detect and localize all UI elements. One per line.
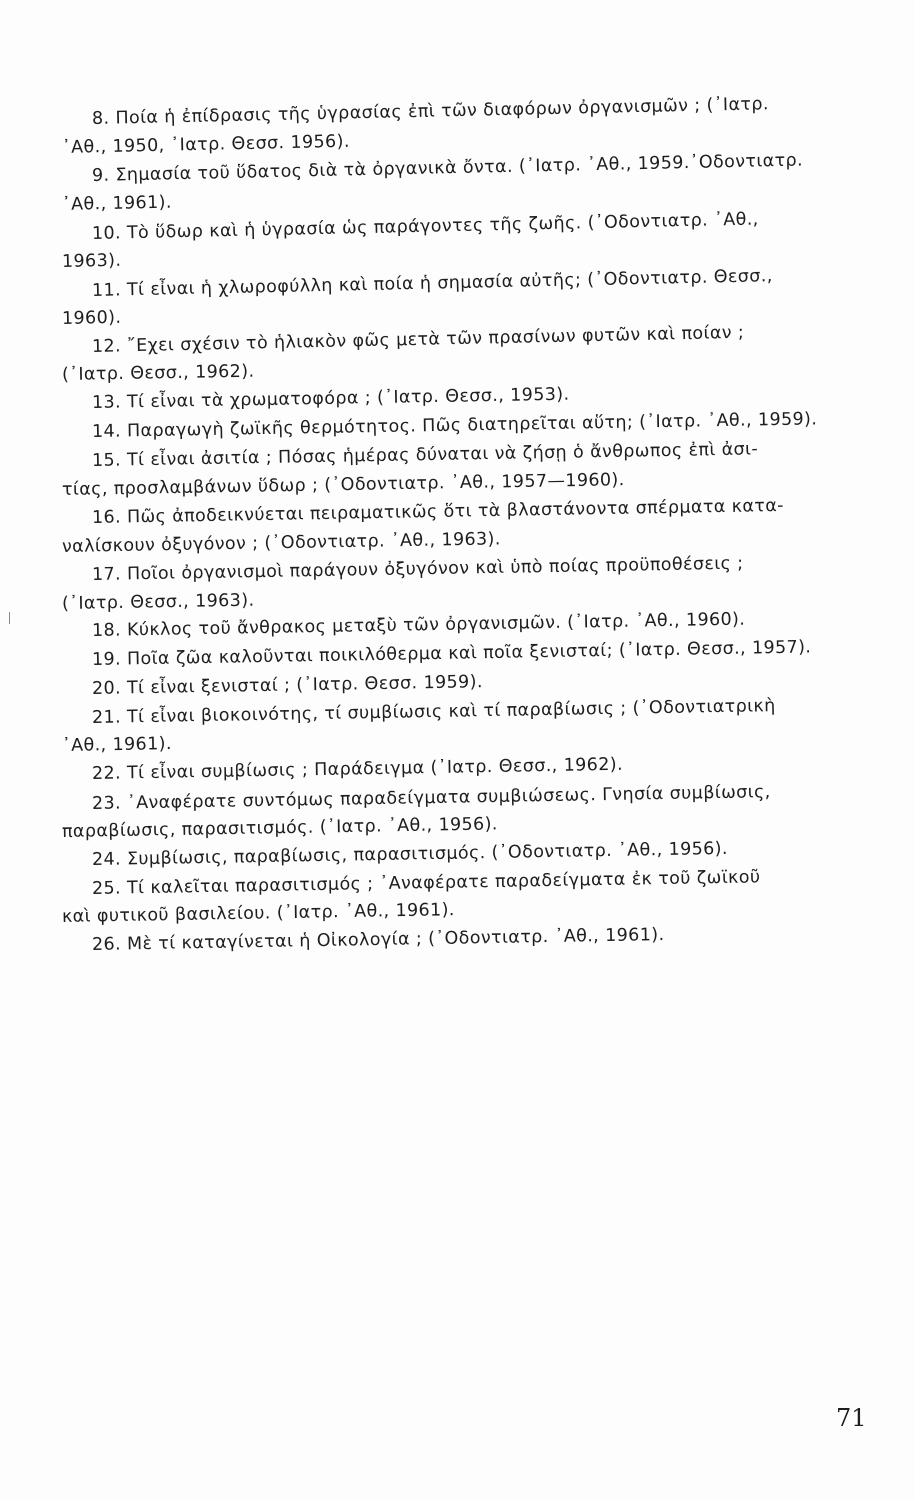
- question-line: 14. Παραγωγὴ ζωϊκῆς θερμότητος. Πῶς διατηρεῖται αὕτη; (᾽Ιατρ. ᾽Αθ., 1959).: [91, 409, 818, 442]
- question-line: 17. Ποῖοι ὀργανισμοὶ παράγουν ὀξυγόνον καὶ ὑπὸ ποίας προϋποθέσεις ;: [91, 553, 744, 585]
- question-line: 13. Τί εἶναι τὰ χρωματοφόρα ; (᾽Ιατρ. Θεσσ., 1953).: [91, 384, 570, 413]
- question-line: παραβίωσις, παρασιτισμός. (᾽Ιατρ. ᾽Αθ., 1956).: [61, 814, 498, 842]
- question-line: ᾽Αθ., 1961).: [61, 734, 173, 756]
- question-line: 16. Πῶς ἀποδεικνύεται πειραματικῶς ὅτι τὰ βλαστάνοντα σπέρματα κατα-: [91, 495, 785, 528]
- question-line: 19. Ποῖα ζῶα καλοῦνται ποικιλόθερμα καὶ ποῖα ξενισταί; (᾽Ιατρ. Θεσσ., 1957).: [91, 637, 812, 670]
- question-line: 11. Τί εἶναι ἡ χλωροφύλλη καὶ ποία ἡ σημασία αὐτῆς; (᾽Οδοντιατρ. Θεσσ.,: [91, 266, 773, 301]
- question-line: 8. Ποία ἡ ἐπίδρασις τῆς ὑγρασίας ἐπὶ τῶν διαφόρων ὀργανισμῶν ; (᾽Ιατρ.: [91, 94, 770, 129]
- question-line: 18. Κύκλος τοῦ ἄνθρακος μεταξὺ τῶν ὀργανισμῶν. (᾽Ιατρ. ᾽Αθ., 1960).: [91, 609, 746, 641]
- question-line: 23. ᾽Αναφέρατε συντόμως παραδείγματα συμβιώσεως. Γνησία συμβίωσις,: [91, 782, 771, 814]
- question-line: 22. Τί εἶναι συμβίωσις ; Παράδειγμα (᾽Ιατρ. Θεσσ., 1962).: [91, 754, 624, 784]
- question-line: καὶ φυτικοῦ βασιλείου. (᾽Ιατρ. ᾽Αθ., 1961).: [61, 900, 455, 927]
- question-line: 25. Τί καλεῖται παρασιτισμός ; ᾽Αναφέρατε παραδείγματα ἐκ τοῦ ζωϊκοῦ: [91, 867, 761, 899]
- question-line: (᾽Ιατρ. Θεσσ., 1962).: [61, 361, 255, 385]
- question-line: ᾽Αθ., 1961).: [61, 192, 173, 215]
- question-line: 26. Μὲ τί καταγίνεται ἡ Οἰκολογία ; (᾽Οδοντιατρ. ᾽Αθ., 1961).: [91, 925, 665, 955]
- question-line: ᾽Αθ., 1950, ᾽Ιατρ. Θεσσ. 1956).: [61, 131, 351, 158]
- question-line: 20. Τί εἶναι ξενισταί ; (᾽Ιατρ. Θεσσ. 1959).: [91, 672, 484, 699]
- question-line: 24. Συμβίωσις, παραβίωσις, παρασιτισμός. (᾽Οδοντιατρ. ᾽Αθ., 1956).: [91, 838, 729, 870]
- question-line: 21. Τί εἶναι βιοκοινότης, τί συμβίωσις καὶ τί παραβίωσις ; (᾽Οδοντιατρικὴ: [91, 696, 776, 728]
- question-line: 1963).: [61, 250, 122, 272]
- question-line: 15. Τί εἶναι ἀσιτία ; Πόσας ἡμέρας δύναται νὰ ζήσῃ ὁ ἄνθρωπος ἐπὶ ἀσι-: [91, 439, 759, 471]
- question-line: 1960).: [61, 307, 122, 329]
- question-line: (᾽Ιατρ. Θεσσ., 1963).: [61, 590, 255, 614]
- margin-mark: [9, 612, 10, 624]
- question-line: τίας, προσλαμβάνων ὕδωρ ; (᾽Οδοντιατρ. ᾽Αθ., 1957—1960).: [61, 470, 625, 500]
- question-line: ναλίσκουν ὀξυγόνον ; (᾽Οδοντιατρ. ᾽Αθ., 1963).: [61, 529, 501, 557]
- question-line: 10. Τὸ ὕδωρ καὶ ἡ ὑγρασία ὡς παράγοντες τῆς ζωῆς. (᾽Οδοντιατρ. ᾽Αθ.,: [91, 209, 759, 244]
- page-number: 71: [836, 1404, 867, 1432]
- question-line: 9. Σημασία τοῦ ὕδατος διὰ τὰ ὀργανικὰ ὄντα. (᾽Ιατρ. ᾽Αθ., 1959.᾽Οδοντιατρ.: [91, 150, 804, 186]
- question-line: 12. ῎Εχει σχέσιν τὸ ἡλιακὸν φῶς μετὰ τῶν πρασίνων φυτῶν καὶ ποίαν ;: [91, 322, 745, 357]
